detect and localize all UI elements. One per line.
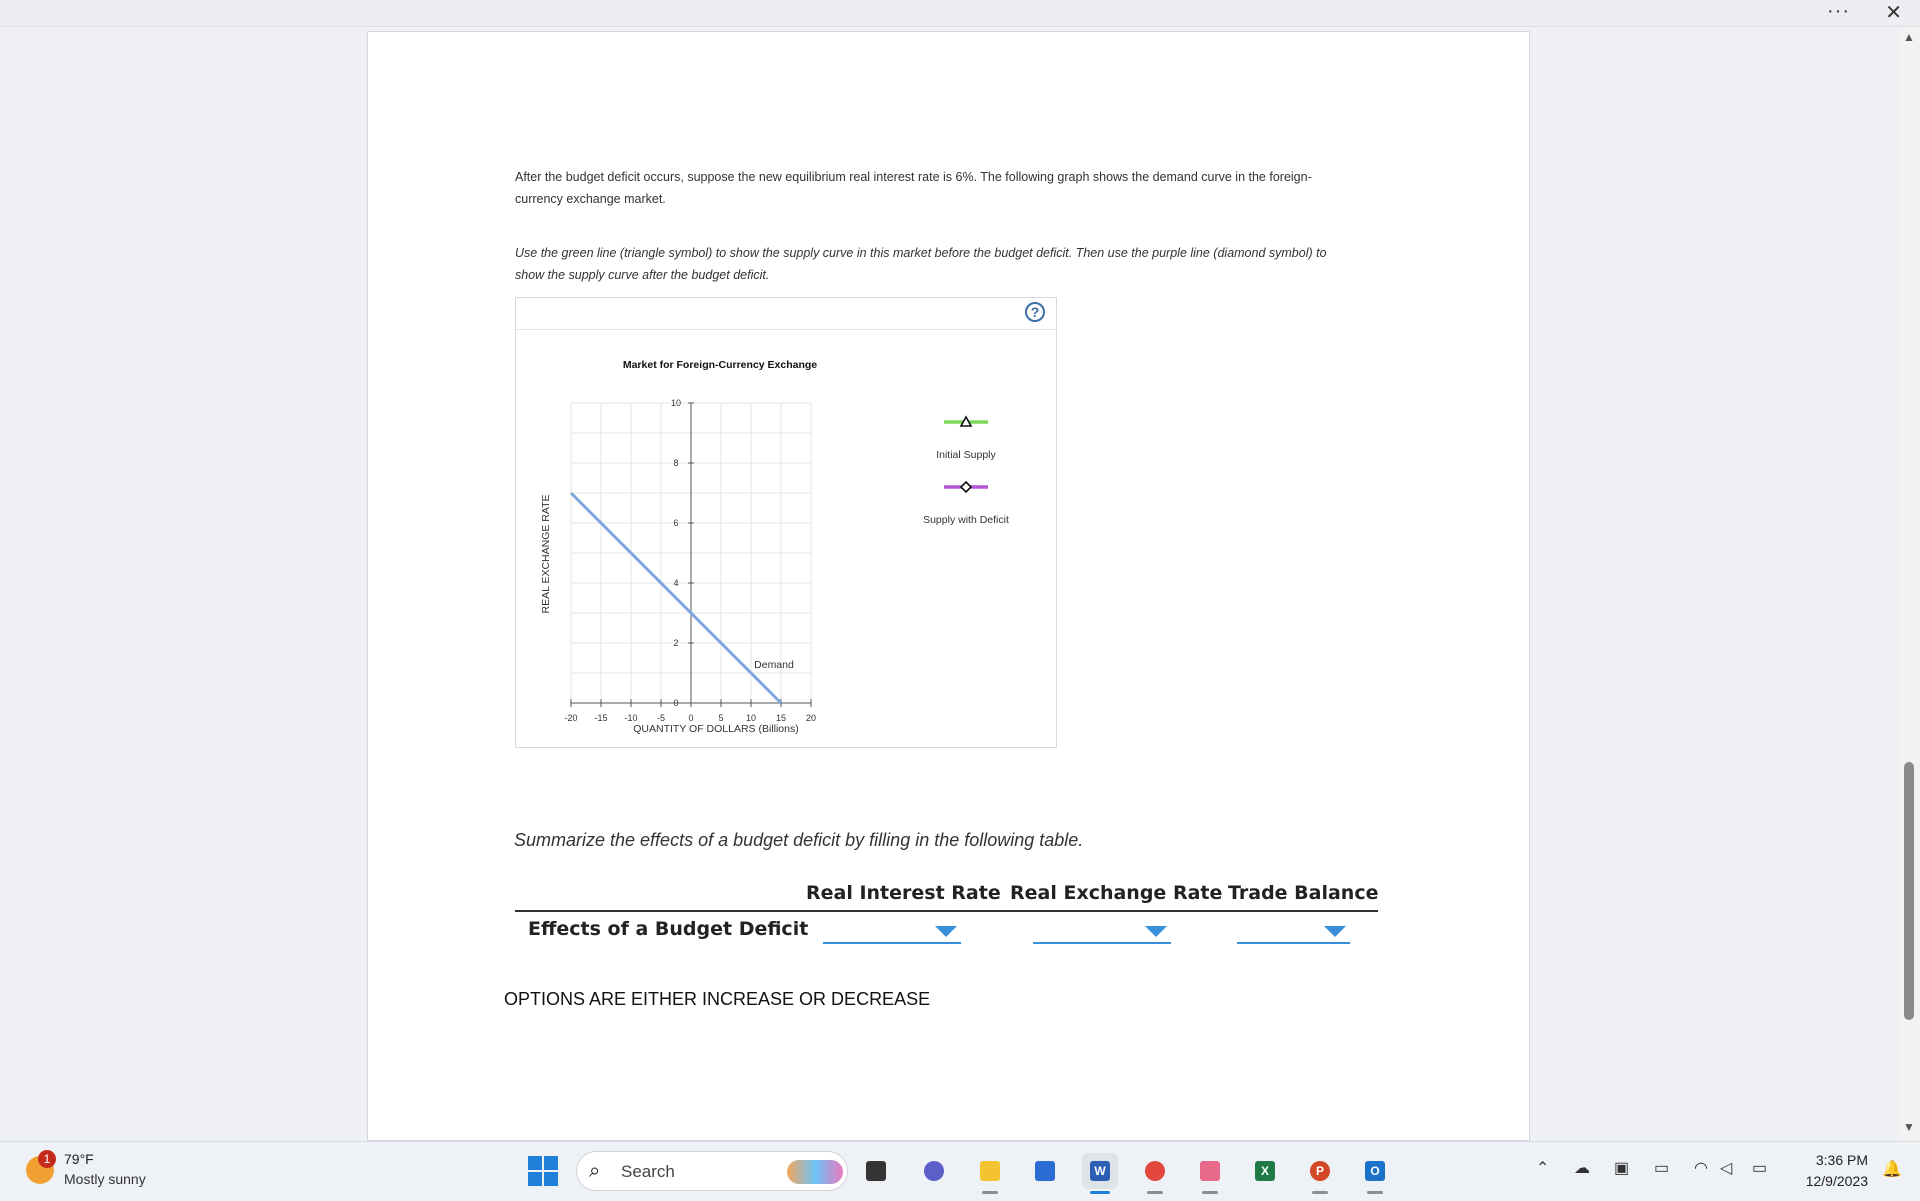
graph-widget (515, 297, 1057, 748)
table-instruction: Summarize the effects of a budget deficit by filling in the following table. (514, 830, 1084, 850)
legend-label: Initial Supply (936, 449, 996, 461)
dropdown-real-interest-rate[interactable] (823, 922, 961, 944)
notification-badge: 1 (38, 1150, 56, 1168)
help-icon[interactable]: ? (1025, 302, 1045, 322)
dropdown-arrow-icon[interactable] (1145, 926, 1167, 937)
row-label-budget-deficit: Effects of a Budget Deficit (528, 918, 809, 940)
chevron-up-icon[interactable]: ⌃ (1536, 1160, 1550, 1177)
graph-instructions: Use the green line (triangle symbol) to show the supply curve in this market before the budget deficit. Then use the purple line (diamond symbol) to show the supply curve after the budget deficit. (515, 246, 1327, 282)
taskbar-search[interactable] (576, 1151, 848, 1191)
dropdown-arrow-icon[interactable] (935, 926, 957, 937)
dropdown-trade-balance[interactable] (1237, 922, 1350, 944)
search-icon: ⌕ (589, 1160, 601, 1182)
x-tick-label: -10 (624, 713, 638, 723)
windows-start-icon[interactable] (528, 1156, 558, 1186)
y-axis-label: REAL EXCHANGE RATE (540, 494, 552, 614)
outlook-app-icon[interactable]: O (1357, 1153, 1393, 1189)
microsoft-store-icon[interactable] (1027, 1153, 1063, 1189)
battery-icon[interactable]: ▭ (1752, 1160, 1768, 1177)
y-tick-label: 0 (673, 698, 679, 708)
touchpad-icon[interactable]: ▭ (1654, 1160, 1670, 1177)
snipping-tool-icon[interactable] (1192, 1153, 1228, 1189)
chrome-app-icon[interactable] (1137, 1153, 1173, 1189)
chart-title: Market for Foreign-Currency Exchange (622, 359, 818, 371)
y-tick-label: 8 (673, 458, 679, 468)
volume-icon[interactable]: ◁ (1720, 1160, 1733, 1177)
x-tick-label: 0 (688, 713, 694, 723)
scrollbar-thumb[interactable] (1904, 762, 1914, 1020)
header-real-exchange-rate: Real Exchange Rate (1010, 882, 1223, 904)
weather-condition[interactable]: Mostly sunny (64, 1171, 146, 1187)
more-options-icon[interactable]: ··· (1827, 0, 1850, 22)
clock-date[interactable]: 12/9/2023 (1805, 1173, 1868, 1189)
scroll-down-arrow-icon[interactable]: ▼ (1903, 1120, 1915, 1134)
file-explorer-icon[interactable] (972, 1153, 1008, 1189)
foreign-exchange-chart[interactable] (516, 298, 1056, 748)
close-icon[interactable]: ✕ (1885, 2, 1902, 24)
header-real-interest-rate: Real Interest Rate (806, 882, 1001, 904)
meet-chat-icon[interactable] (916, 1153, 952, 1189)
problem-paragraph: After the budget deficit occurs, suppose the new equilibrium real interest rate is 6%. The following graph shows the demand curve in the foreign-currency exchange market. (515, 170, 1312, 206)
weather-temp[interactable]: 79°F (64, 1151, 94, 1167)
demand-curve-label: Demand (754, 659, 794, 671)
x-tick-label: -15 (594, 713, 608, 723)
y-tick-label: 6 (673, 518, 679, 528)
search-label: Search (621, 1162, 675, 1181)
options-note: OPTIONS ARE EITHER INCREASE OR DECREASE (504, 989, 931, 1009)
legend-label: Supply with Deficit (923, 514, 1009, 526)
scroll-up-arrow-icon[interactable]: ▲ (1903, 30, 1915, 44)
header-trade-balance: Trade Balance (1228, 882, 1379, 904)
x-tick-label: 10 (745, 713, 757, 723)
y-tick-label: 10 (670, 398, 682, 408)
taskbar (0, 1141, 1920, 1201)
excel-app-icon[interactable]: X (1247, 1153, 1283, 1189)
x-tick-label: 15 (775, 713, 787, 723)
x-tick-label: -5 (656, 713, 666, 723)
y-tick-label: 4 (673, 578, 679, 588)
diamond-marker-icon (961, 482, 971, 492)
x-tick-label: -20 (564, 713, 578, 723)
x-axis-label: QUANTITY OF DOLLARS (Billions) (633, 723, 799, 735)
clock-time[interactable]: 3:36 PM (1815, 1152, 1868, 1168)
notification-bell-icon[interactable]: 🔔 (1882, 1161, 1902, 1178)
dropdown-arrow-icon[interactable] (1324, 926, 1346, 937)
word-app-icon[interactable]: W (1082, 1153, 1118, 1189)
dropdown-real-exchange-rate[interactable] (1033, 922, 1171, 944)
task-view-icon[interactable] (858, 1153, 894, 1189)
window-titlebar (0, 0, 1920, 27)
wifi-icon[interactable]: ◠ (1694, 1160, 1708, 1177)
powerpoint-app-icon[interactable]: P (1302, 1153, 1338, 1189)
onedrive-cloud-icon[interactable]: ☁ (1574, 1160, 1590, 1177)
table-divider (515, 910, 1378, 912)
x-tick-label: 20 (805, 713, 817, 723)
x-tick-label: 5 (718, 713, 724, 723)
y-tick-label: 2 (673, 638, 679, 648)
search-highlight-image (787, 1160, 843, 1184)
teams-icon[interactable]: ▣ (1614, 1160, 1630, 1177)
